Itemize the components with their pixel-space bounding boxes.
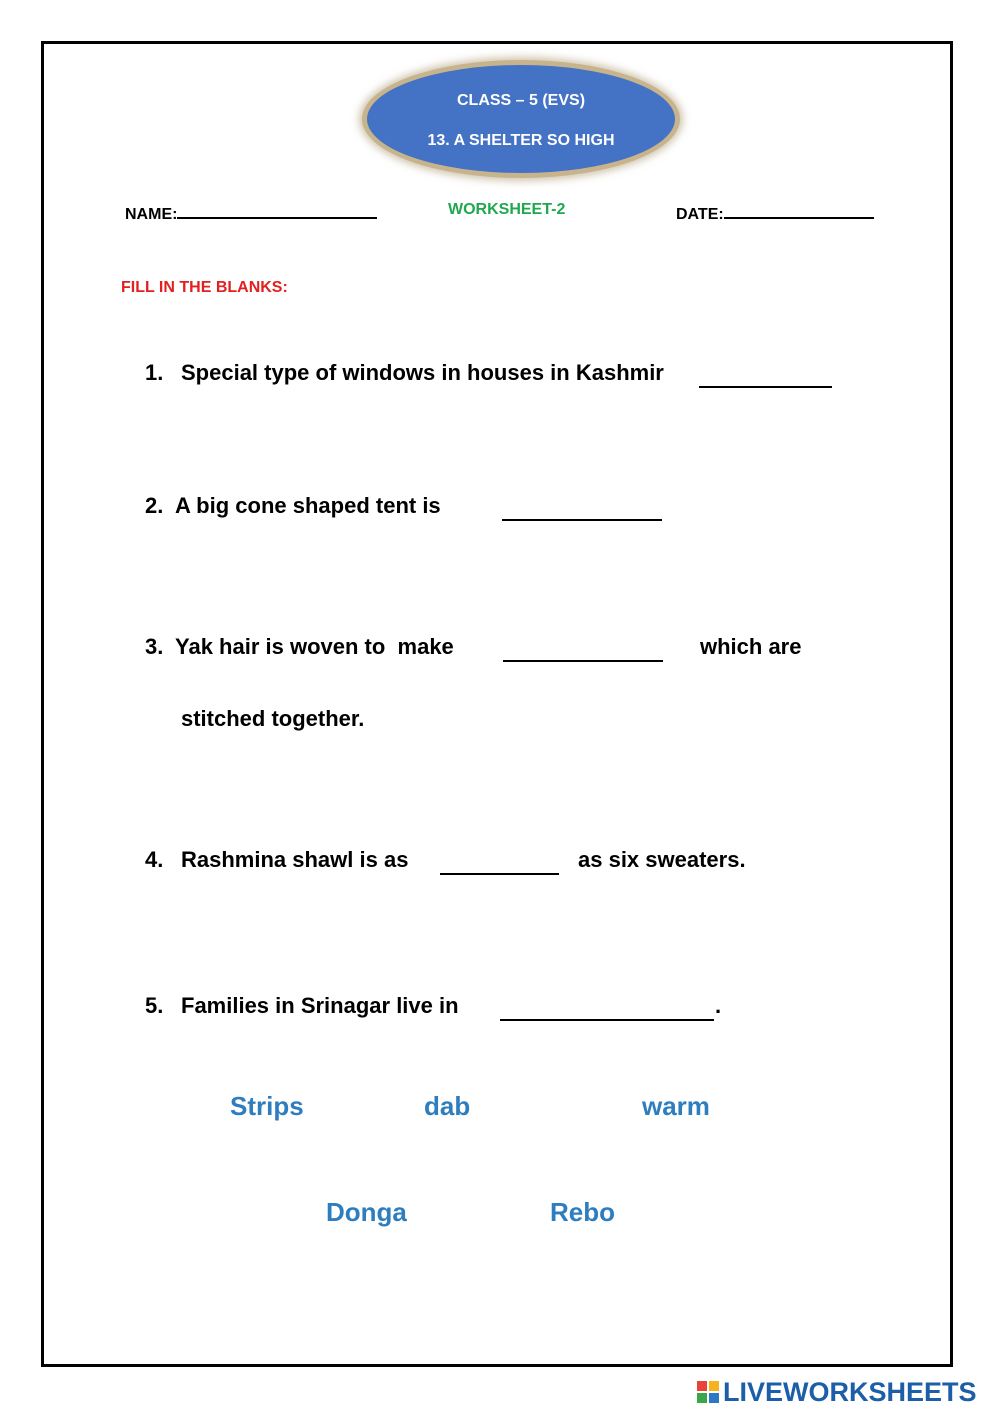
answer-blank-5[interactable]	[500, 997, 714, 1021]
answer-blank-2[interactable]	[502, 497, 662, 521]
class-label: CLASS – 5 (EVS)	[456, 92, 586, 109]
question-text-after: as six sweaters.	[578, 847, 746, 872]
name-field[interactable]	[125, 201, 377, 224]
question-text: Yak hair is woven to make	[175, 634, 454, 659]
answer-blank-4[interactable]	[440, 851, 559, 875]
worksheet-label: WORKSHEET-2	[448, 201, 566, 218]
question-text: Special type of windows in houses in Kashmir	[181, 360, 664, 385]
question-text: Rashmina shawl is as	[181, 847, 409, 872]
question-number: 4.	[145, 847, 164, 872]
word-bank-item[interactable]: Rebo	[550, 1197, 615, 1227]
question-number: 5.	[145, 993, 164, 1018]
question-text-after: .	[715, 993, 722, 1018]
word-bank-item[interactable]: dab	[424, 1091, 471, 1121]
date-label: DATE:	[676, 206, 724, 223]
word-bank-item[interactable]: Strips	[230, 1091, 304, 1121]
question-3-continuation: stitched together.	[181, 706, 365, 731]
question-text: A big cone shaped tent is	[175, 493, 441, 518]
question-text: Families in Srinagar live in	[181, 993, 459, 1018]
brand-text: LIVEWORKSHEETS	[723, 1377, 977, 1407]
name-label: NAME:	[125, 206, 178, 223]
date-field[interactable]	[676, 201, 874, 224]
question-number: 2.	[145, 493, 164, 518]
answer-blank-3[interactable]	[503, 638, 663, 662]
worksheet-border	[41, 41, 953, 1367]
chapter-title: 13. A SHELTER SO HIGH	[427, 132, 615, 149]
answer-blank-1[interactable]	[699, 364, 832, 388]
word-bank-item[interactable]: Donga	[326, 1197, 407, 1227]
word-bank-item[interactable]: warm	[642, 1091, 710, 1121]
date-blank[interactable]	[724, 201, 874, 219]
name-blank[interactable]	[177, 201, 377, 219]
question-number: 1.	[145, 360, 164, 385]
title-oval	[362, 60, 680, 178]
section-title: FILL IN THE BLANKS:	[121, 279, 288, 296]
question-number: 3.	[145, 634, 164, 659]
question-text-after: which are	[700, 634, 802, 659]
liveworksheets-icon	[697, 1381, 719, 1403]
